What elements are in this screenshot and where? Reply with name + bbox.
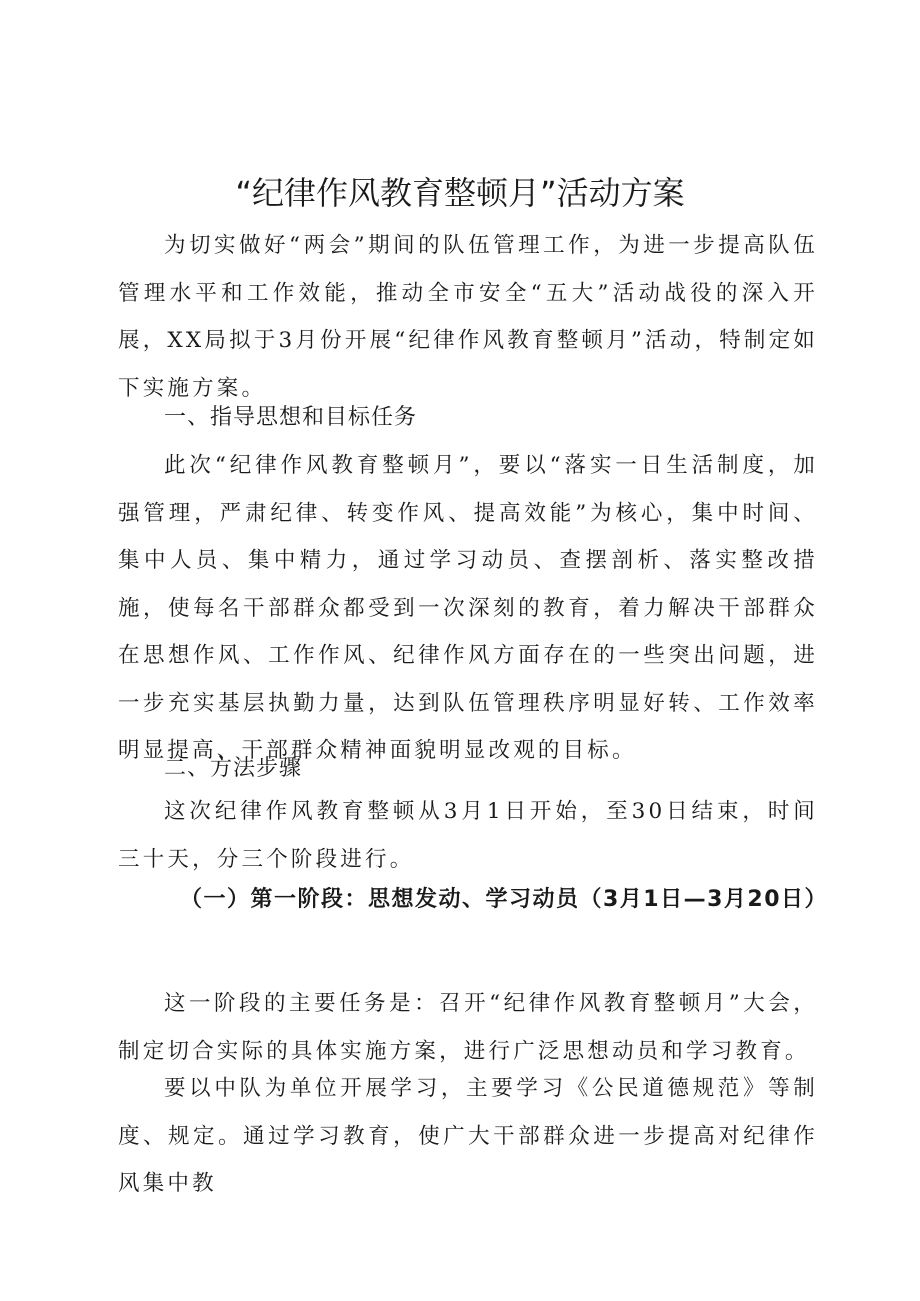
section-heading-guiding-ideology: 一、指导思想和目标任务 — [164, 405, 418, 430]
section-heading-methods: 二、方法步骤 — [164, 756, 303, 781]
section-body-guiding-ideology: 此次“纪律作风教育整顿月”，要以“落实一日生活制度，加强管理，严肃纪律、转变作风、提高效能”为核心，集中时间、集中人员、集中精力，通过学习动员、查摆剖析、落实整改措施，使每名干部群众都受到一次深刻的教育，着力解决干部群众在思想作风、工作作风、纪律作风方面存在的一些突出问题，进一步充实基层执勤力量，达到队伍管理秩序明显好转、工作效率明显提高、干部群众精神面貌明显改观的目标。 — [118, 453, 818, 763]
document-title: “纪律作风教育整顿月”活动方案 — [235, 174, 685, 212]
phase-one-paragraph-study: 要以中队为单位开展学习，主要学习《公民道德规范》等制度、规定。通过学习教育，使广大干部群众进一步提高对纪律作风集中教 — [118, 1076, 818, 1196]
intro-paragraph: 为切实做好“两会”期间的队伍管理工作，为进一步提高队伍管理水平和工作效能，推动全市安全“五大”活动战役的深入开展，XX局拟于3月份开展“纪律作风教育整顿月”活动，特制定如下实施方案。 — [118, 233, 818, 401]
phase-one-heading: （一）第一阶段：思想发动、学习动员（3月1日—3月20日） — [180, 887, 829, 912]
phase-one-paragraph-tasks: 这一阶段的主要任务是：召开“纪律作风教育整顿月”大会，制定切合实际的具体实施方案，进行广泛思想动员和学习教育。 — [118, 991, 818, 1064]
section-body-methods: 这次纪律作风教育整顿从3月1日开始，至30日结束，时间三十天，分三个阶段进行。 — [118, 799, 818, 872]
